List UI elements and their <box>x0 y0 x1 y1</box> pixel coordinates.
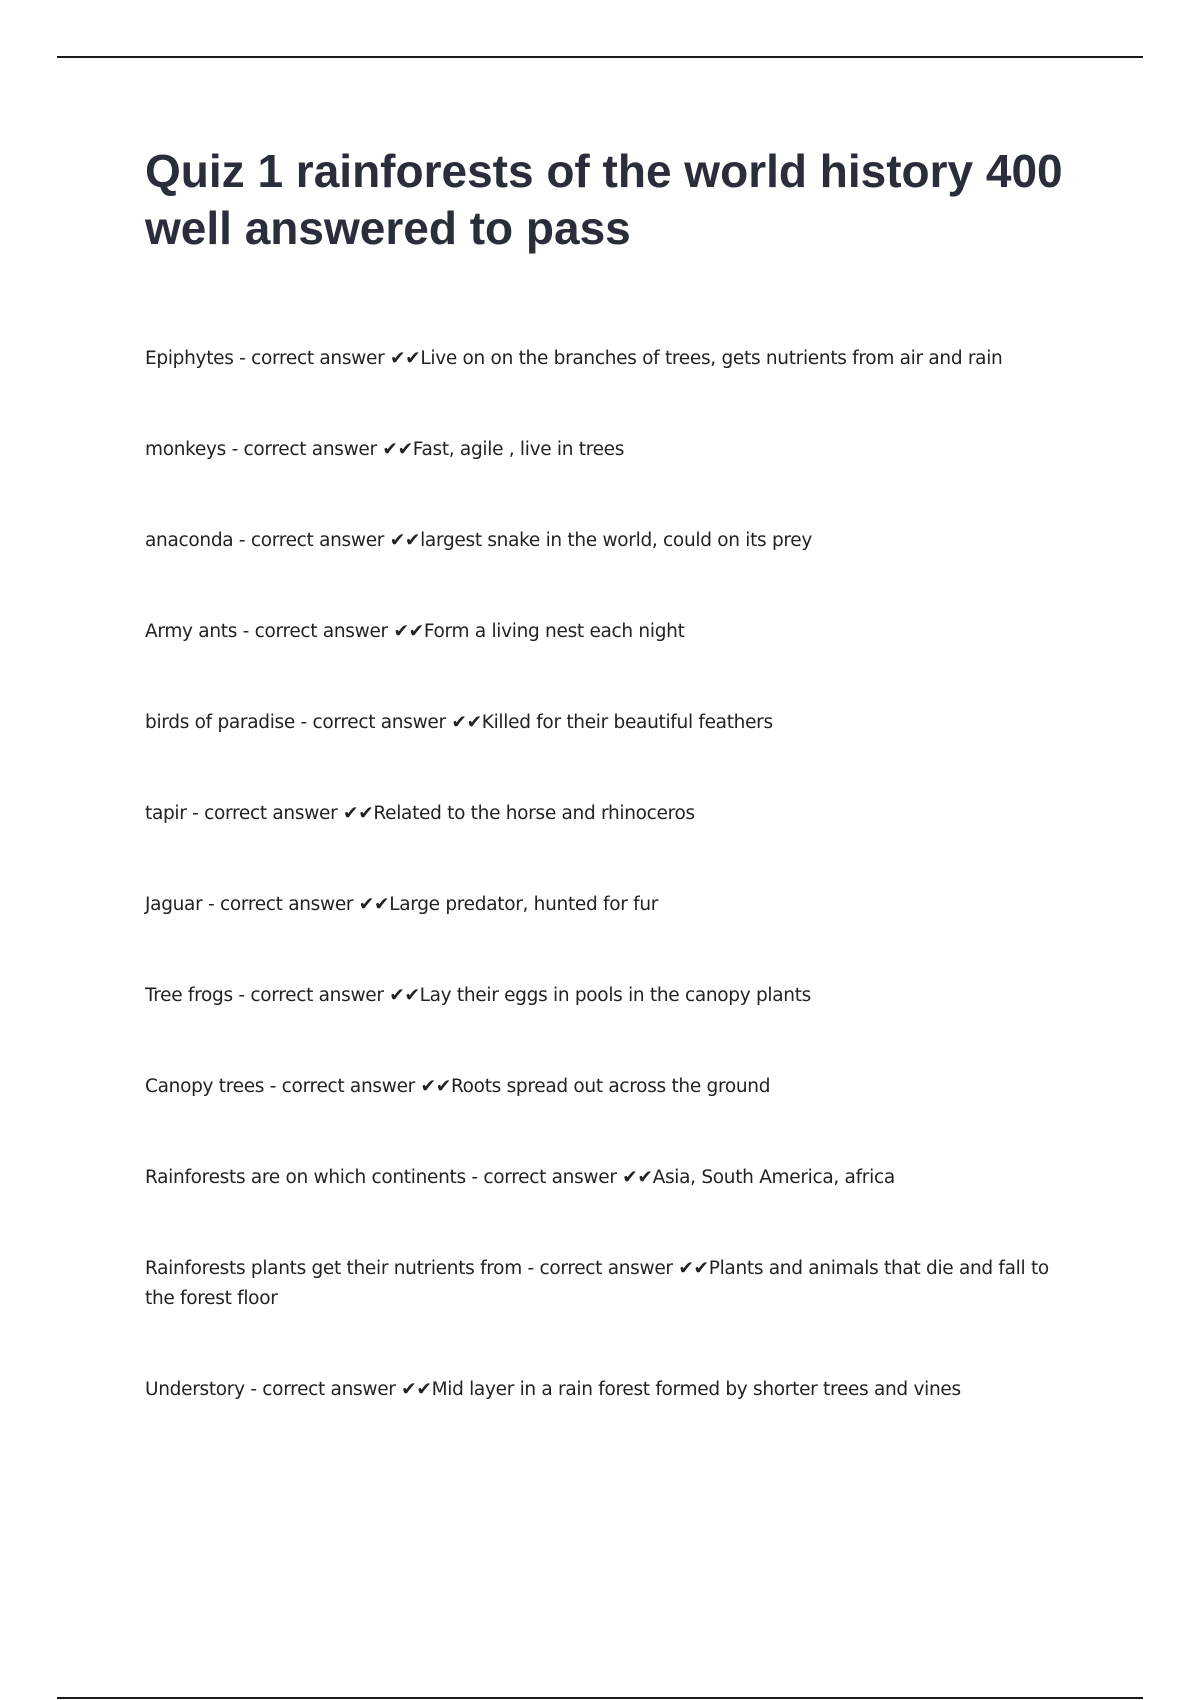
qa-separator: - correct answer ✔✔ <box>237 621 424 642</box>
qa-item <box>145 1375 1075 1405</box>
document-title: Quiz 1 rainforests of the world history 400 well answered to pass <box>145 145 1063 254</box>
qa-answer: Plants and animals that die and fall to the forest floor <box>145 1258 1049 1309</box>
qa-separator: - correct answer ✔✔ <box>233 348 421 369</box>
qa-answer: Form a living nest each night <box>423 621 685 642</box>
bottom-rule <box>57 1697 1143 1699</box>
qa-answer: Asia, South America, africa <box>652 1167 895 1188</box>
qa-answer: Lay their eggs in pools in the canopy plants <box>419 985 812 1006</box>
qa-answer: Large predator, hunted for fur <box>389 894 659 915</box>
qa-separator: - correct answer ✔✔ <box>232 985 420 1006</box>
qa-answer: Mid layer in a rain forest formed by shorter trees and vines <box>431 1379 961 1400</box>
qa-separator: - correct answer ✔✔ <box>233 530 421 551</box>
qa-separator: - correct answer ✔✔ <box>186 803 374 824</box>
qa-answer: Related to the horse and rhinoceros <box>373 803 695 824</box>
qa-answer: largest snake in the world, could on its prey <box>420 530 813 551</box>
qa-term: Rainforests are on which continents <box>145 1167 466 1188</box>
qa-item <box>145 344 1075 374</box>
qa-separator: - correct answer ✔✔ <box>521 1258 709 1279</box>
qa-separator: - correct answer ✔✔ <box>294 712 482 733</box>
qa-separator: - correct answer ✔✔ <box>244 1379 432 1400</box>
qa-item <box>145 708 1075 738</box>
qa-item <box>145 617 1075 647</box>
qa-item <box>145 435 1075 465</box>
top-rule <box>57 56 1143 58</box>
qa-separator: - correct answer ✔✔ <box>264 1076 451 1097</box>
qa-answer: Live on on the branches of trees, gets nutrients from air and rain <box>420 348 1003 369</box>
qa-item <box>145 799 1075 829</box>
qa-term: anaconda <box>145 530 234 551</box>
qa-separator: - correct answer ✔✔ <box>226 439 413 460</box>
qa-term: Epiphytes <box>145 348 234 369</box>
qa-term: Understory <box>145 1379 245 1400</box>
qa-list <box>145 344 1075 1466</box>
qa-term: Army ants <box>145 621 238 642</box>
qa-term: monkeys <box>145 439 226 460</box>
qa-item <box>145 981 1075 1011</box>
qa-term: birds of paradise <box>145 712 295 733</box>
qa-answer: Fast, agile , live in trees <box>412 439 625 460</box>
qa-term: Rainforests plants get their nutrients from <box>145 1258 522 1279</box>
qa-answer: Roots spread out across the ground <box>450 1076 771 1097</box>
qa-item <box>145 1254 1075 1314</box>
qa-term: Canopy trees <box>145 1076 265 1097</box>
qa-item <box>145 1072 1075 1102</box>
qa-term: Jaguar <box>145 894 203 915</box>
qa-term: tapir <box>145 803 187 824</box>
qa-separator: - correct answer ✔✔ <box>465 1167 653 1188</box>
qa-item <box>145 1163 1075 1193</box>
qa-answer: Killed for their beautiful feathers <box>481 712 773 733</box>
qa-item <box>145 890 1075 920</box>
qa-separator: - correct answer ✔✔ <box>202 894 390 915</box>
qa-item <box>145 526 1075 556</box>
qa-term: Tree frogs <box>145 985 233 1006</box>
